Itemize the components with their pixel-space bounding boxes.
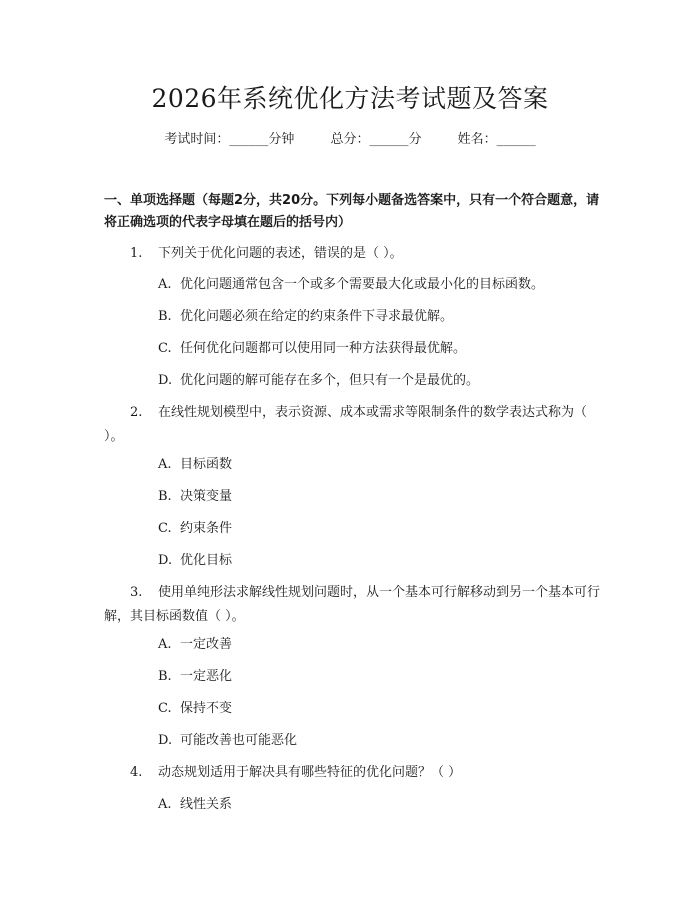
option-text: 可能改善也可能恶化 [180,733,298,748]
option-text: 任何优化问题都可以使用同一种方法获得最优解。 [180,341,467,356]
exam-meta [0,130,700,150]
question-number: 4. [130,765,143,780]
option-label: A. [158,637,172,652]
option [158,551,598,571]
option-text: 优化问题必须在给定的约束条件下寻求最优解。 [180,309,454,324]
option [158,339,598,359]
question-text: 下列关于优化问题的表述，错误的是（ ）。 [158,246,403,261]
option-label: D. [158,733,173,748]
option-text: 优化目标 [180,553,233,568]
option [158,519,598,539]
option-label: A. [158,277,172,292]
exam-time: 考试时间：______分钟 [164,132,295,147]
question-number: 2. [130,405,143,420]
question-4 [104,761,600,785]
question-number: 1. [130,246,143,261]
option-text: 一定恶化 [180,669,233,684]
option-text: 优化问题的解可能存在多个，但只有一个是最优的。 [180,373,480,388]
option-text: 目标函数 [180,457,233,472]
page-title: 2026年系统优化方法考试题及答案 [151,84,549,113]
option [158,455,598,475]
question-2 [104,401,600,449]
option-label: A. [158,457,172,472]
option [158,275,598,295]
question-text: 使用单纯形法求解线性规划问题时，从一个基本可行解移动到另一个基本可行解，其目标函数值（ ）。 [104,585,601,624]
question-number: 3. [130,585,143,600]
option-text: 约束条件 [180,521,233,536]
option [158,731,598,751]
option [158,795,598,815]
option-label: D. [158,553,173,568]
option-label: B. [158,489,172,504]
question-text: 动态规划适用于解决具有哪些特征的优化问题？（ ） [158,765,462,780]
exam-name: 姓名：______ [457,132,536,147]
question-3 [104,581,600,629]
option-label: B. [158,309,172,324]
option-label: B. [158,669,172,684]
option [158,699,598,719]
question-1 [104,242,600,266]
option-label: A. [158,797,172,812]
question-text: 在线性规划模型中，表示资源、成本或需求等限制条件的数学表达式称为（ ）。 [104,405,588,444]
option-text: 优化问题通常包含一个或多个需要最大化或最小化的目标函数。 [180,277,545,292]
option-text: 保持不变 [180,701,233,716]
option [158,487,598,507]
option-text: 决策变量 [180,489,233,504]
option-text: 一定改善 [180,637,233,652]
option [158,371,598,391]
option [158,667,598,687]
exam-score: 总分：______分 [330,132,422,147]
option-label: C. [158,521,172,536]
section-heading: 一、单项选择题（每题2分，共20分。下列每小题备选答案中，只有一个符合题意，请将正确选项的代表字母填在题后的括号内） [104,193,600,230]
option-label: C. [158,701,172,716]
option [158,635,598,655]
option-label: D. [158,373,173,388]
option [158,307,598,327]
option-text: 线性关系 [180,797,233,812]
option-label: C. [158,341,172,356]
